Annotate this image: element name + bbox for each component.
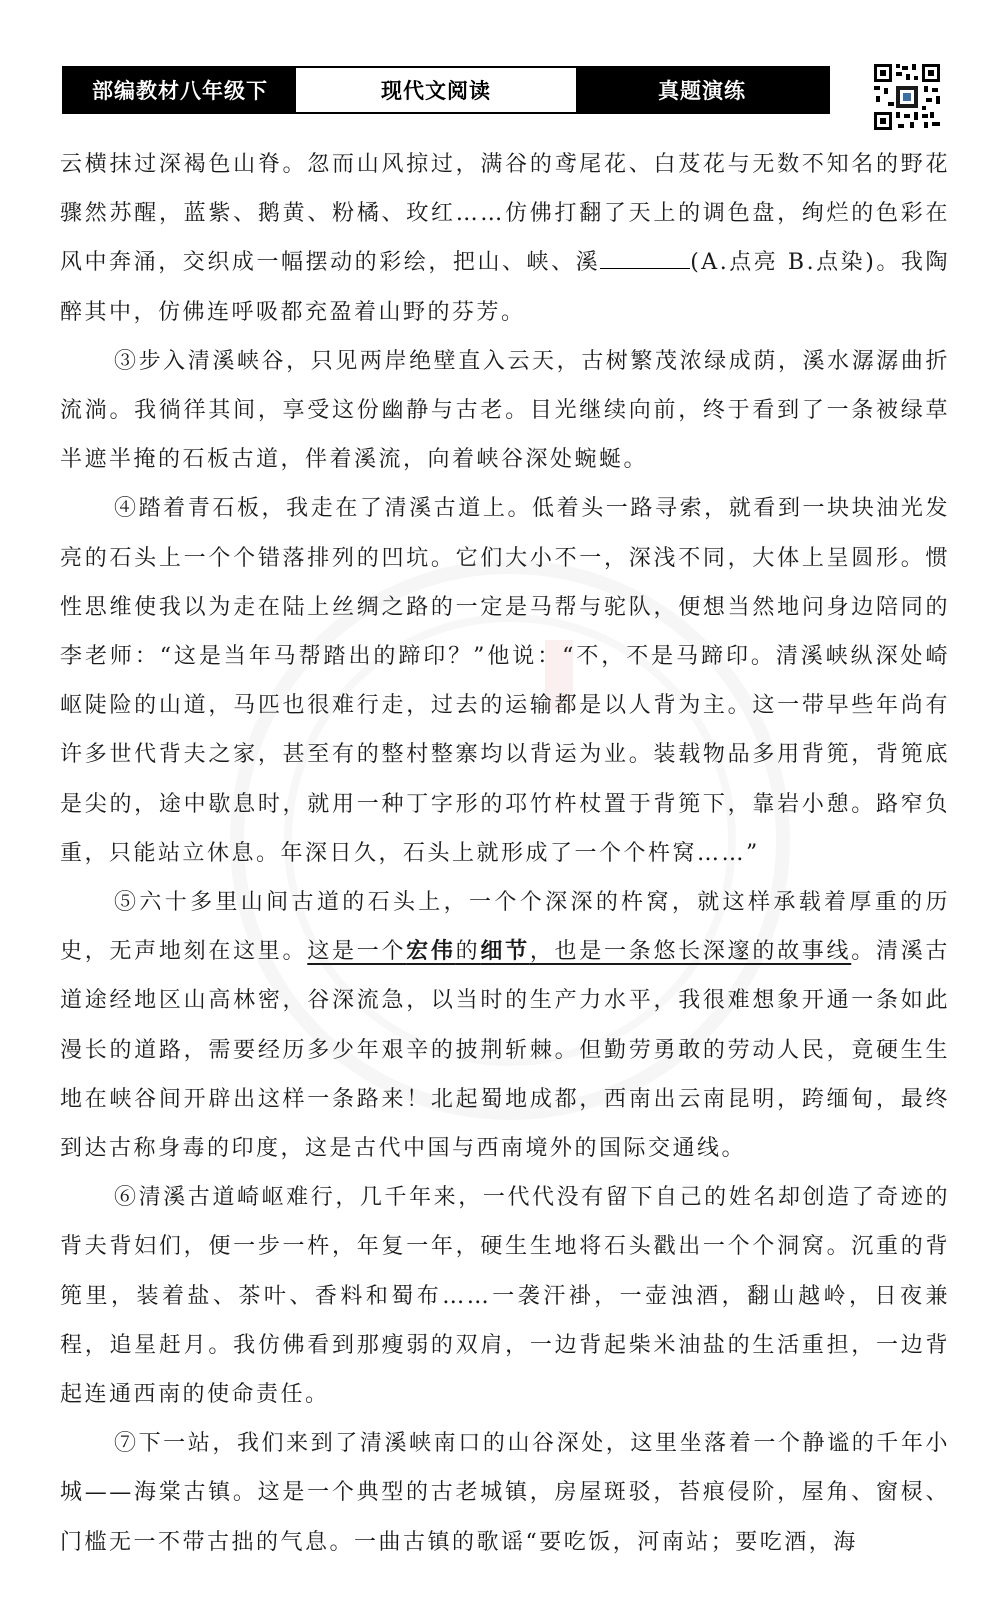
underlined-sentence <box>307 939 851 964</box>
underlined-part-a: 这是一个 <box>307 939 407 965</box>
paragraph-3: ③步入清溪峡谷，只见两岸绝壁直入云天，古树繁茂浓绿成荫，溪水潺潺曲折流淌。我徜徉其间，享受这份幽静与古老。目光继续向前，终于看到了一条被绿草半遮半掩的石板古道，伴着溪流，向着峡谷深处蜿蜒。 <box>60 348 950 473</box>
underlined-part-c: 的 <box>455 939 481 965</box>
header-bar <box>62 66 830 114</box>
paragraph-2-continued <box>60 140 950 337</box>
blank-options: (A.点亮 B.点染)。 <box>690 250 901 276</box>
underlined-part-d: ，也是一条悠长深邃的故事线 <box>529 939 852 965</box>
article-body <box>60 140 950 1567</box>
paragraph-4: ④踏着青石板，我走在了清溪古道上。低着头一路寻索，就看到一块块油光发亮的石头上一个个错落排列的凹坑。它们大小不一，深浅不同，大体上呈圆形。惯性思维使我以为走在陆上丝绸之路的一定是马帮与驼队，便想当然地问身边陪同的李老师：“这是当年马帮踏出的蹄印？”他说：“不，不是马蹄印。清溪峡纵深处崎岖陡险的山道，马匹也很难行走，过去的运输都是以人背为主。这一带早些年尚有许多世代背夫之家，甚至有的整村整寨均以背运为业。装载物品多用背篼，背篼底是尖的，途中歇息时，就用一种丁字形的邛竹杵杖置于背篼下，靠岩小憩。路窄负重，只能站立休息。年深日久，石头上就形成了一个个杵窝……” <box>60 496 950 866</box>
bold-word-grand: 宏伟 <box>406 938 456 965</box>
fill-in-blank <box>600 248 690 269</box>
header-practice: 真题演练 <box>576 68 828 112</box>
header-grade: 部编教材八年级下 <box>64 68 296 112</box>
paragraph-2-end: 我陶醉其中，仿佛连呼吸都充盈着山野的芬芳。 <box>60 250 950 325</box>
paragraph-5 <box>60 878 950 1173</box>
paragraph-7: ⑦下一站，我们来到了清溪峡南口的山谷深处，这里坐落着一个静谧的千年小城——海棠古镇。这是一个典型的古老城镇，房屋斑驳，苔痕侵阶，屋角、窗棂、门槛无一不带古拙的气息。一曲古镇的歌谣“要吃饭，河南站；要吃酒，海 <box>60 1431 950 1555</box>
bold-word-detail: 细节 <box>480 938 530 965</box>
paragraph-5-end: 。清溪古道途经地区山高林密，谷深流急，以当时的生产力水平，我很难想象开通一条如此漫长的道路，需要经历多少年艰辛的披荆斩棘。但勤劳勇敢的劳动人民，竟硬生生地在峡谷间开辟出这样一条路来！北起蜀地成都，西南出云南昆明，跨缅甸，最终到达古称身毒的印度，这是古代中国与西南境外的国际交通线。 <box>60 939 950 1162</box>
paragraph-6: ⑥清溪古道崎岖难行，几千年来，一代代没有留下自己的姓名却创造了奇迹的背夫背妇们，便一步一杵，年复一年，硬生生地将石头戳出一个个洞窝。沉重的背篼里，装着盐、茶叶、香料和蜀布……一袭汗褂，一壶浊酒，翻山越岭，日夜兼程，追星赶月。我仿佛看到那瘦弱的双肩，一边背起柴米油盐的生活重担，一边背起连通西南的使命责任。 <box>60 1185 950 1408</box>
paragraph-2-text: 云横抹过深褐色山脊。忽而山风掠过，满谷的鸢尾花、白芨花与无数不知名的野花骤然苏醒，蓝紫、鹅黄、粉橘、玫红……仿佛打翻了天上的调色盘，绚烂的色彩在风中奔涌，交织成一幅摆动的彩绘，把山、峡、溪 <box>60 152 950 276</box>
header-title: 现代文阅读 <box>296 68 576 112</box>
paragraph-5-start: ⑤六十多里山间古道的石头上，一个个深深的杵窝，就这样承载着厚重的历史，无声地刻在这里。 <box>60 890 950 965</box>
qr-code-icon <box>872 62 942 132</box>
